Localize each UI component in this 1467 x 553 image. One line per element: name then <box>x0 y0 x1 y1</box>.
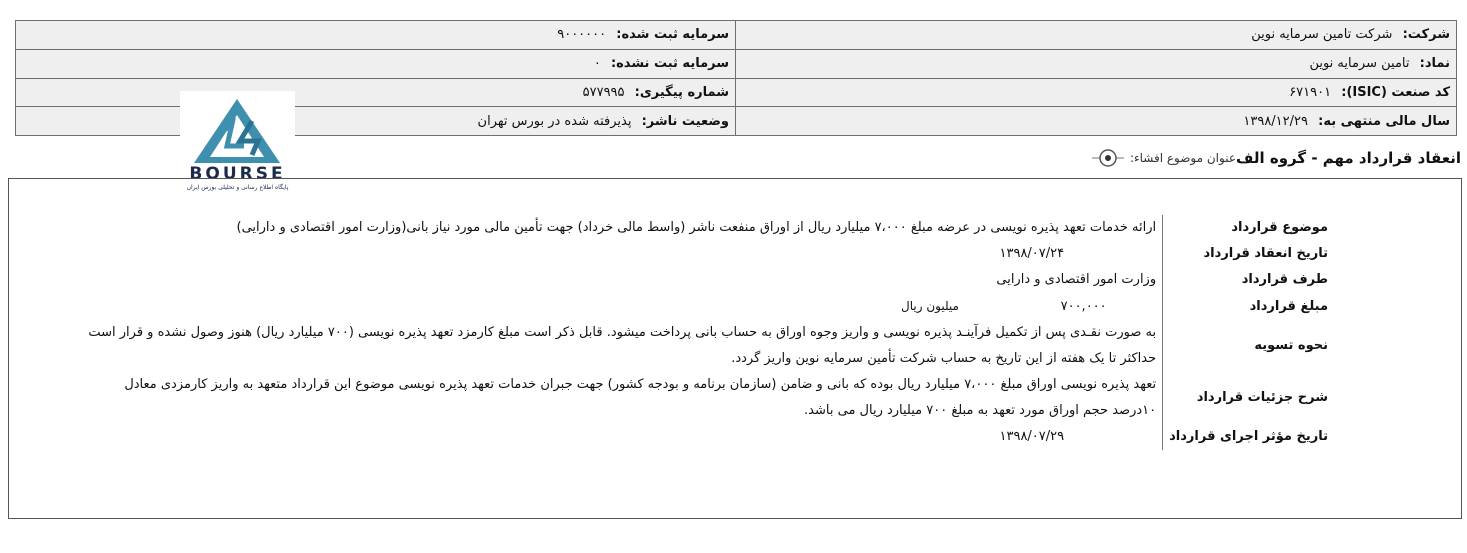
contract-settlement-label: نحوه تسویه <box>1163 320 1328 372</box>
fiscal-year-cell <box>736 107 1457 136</box>
contract-effective-date-label: تاریخ مؤثر اجرای قرارداد <box>1163 424 1328 450</box>
contract-row-party <box>86 267 1328 293</box>
contract-amount-unit: میلیون ریال <box>901 299 959 313</box>
symbol-value: تامین سرمایه نوین <box>1309 56 1410 72</box>
unregistered-capital-cell <box>16 49 736 78</box>
unregistered-capital-label: سرمایه ثبت نشده: <box>610 56 729 72</box>
contract-effective-date-value: ۱۳۹۸/۰۷/۲۹ <box>999 429 1065 444</box>
company-cell <box>736 21 1457 50</box>
disclosure-subject <box>1086 146 1461 170</box>
registered-capital-value: ۹۰۰۰۰۰۰ <box>557 27 607 43</box>
contract-party-label: طرف قرارداد <box>1163 267 1328 293</box>
info-row-symbol <box>16 49 1457 78</box>
symbol-cell <box>736 49 1457 78</box>
contract-amount-cell <box>86 293 1163 320</box>
tracking-label: شماره پیگیری: <box>634 84 729 100</box>
contract-subject-value: ارائه خدمات تعهد پذیره نویسی در عرضه مبلغ ۷،۰۰۰ میلیارد ریال از اوراق منفعت ناشر (واسط مالی خرداد) جهت تأمین مالی مورد نیاز بانی(وزارت امور اقتصادی و دارایی) <box>236 220 1157 235</box>
isic-value: ۶۷۱۹۰۱ <box>1289 84 1332 100</box>
isic-cell <box>736 78 1457 107</box>
bourse-logo-mark <box>180 91 295 166</box>
contract-date-value: ۱۳۹۸/۰۷/۲۴ <box>999 246 1065 261</box>
publisher-status-value: پذیرفته شده در بورس تهران <box>477 113 632 129</box>
contract-party-value: وزارت امور اقتصادی و دارایی <box>996 272 1157 287</box>
logo-word: BOURSE <box>189 164 286 184</box>
contract-row-effective-date <box>86 424 1328 450</box>
unregistered-capital-value: ۰ <box>593 56 601 72</box>
publisher-status-cell <box>16 107 736 136</box>
subject-title: انعقاد قرارداد مهم - گروه الف <box>1236 149 1461 167</box>
isic-label: کد صنعت (ISIC): <box>1341 84 1450 100</box>
publisher-status-label: وضعیت ناشر: <box>641 113 729 129</box>
subject-label: عنوان موضوع افشاء: <box>1129 151 1236 165</box>
contract-subject-label: موضوع قرارداد <box>1163 215 1328 241</box>
fiscal-year-label: سال مالی منتهی به: <box>1318 113 1450 129</box>
target-icon <box>1092 146 1124 170</box>
contract-effective-date-cell <box>86 424 1163 450</box>
contract-row-date <box>86 241 1328 267</box>
contract-details-label: شرح جزئیات قرارداد <box>1163 372 1328 424</box>
fiscal-year-value: ۱۳۹۸/۱۲/۲۹ <box>1243 113 1308 129</box>
contract-details-table <box>86 215 1328 450</box>
tracking-value: ۵۷۷۹۹۵ <box>582 84 625 100</box>
registered-capital-label: سرمایه ثبت شده: <box>616 27 729 43</box>
contract-details-box <box>8 178 1462 519</box>
contract-details-value: تعهد پذیره نویسی اوراق مبلغ ۷،۰۰۰ میلیارد ریال بوده که بانی و ضامن (سازمان برنامه و بودجه کشور) جهت جبران خدمات تعهد پذیره نویسی موضوع این قرارداد متعهد به واریز کارمزدی معادل ۱۰درصد حجم اوراق مورد تعهد به مبلغ ۷۰۰ میلیارد ریال می باشد. <box>124 377 1157 418</box>
contract-row-details <box>86 372 1328 424</box>
contract-settlement-value: به صورت نقـدی پس از تکمیل فرآینـد پذیره نویسی و واریز وجوه اوراق به حساب بانی پرداخت میشود. قابل ذکر است مبلغ کارمزد تعهد پذیره نویسی (۷۰۰ میلیارد ریال) هنوز وصول نشده و قرار است حداکثر تا یک هفته از این تاریخ به حساب شرکت تأمین سرمایه نوین واریز گردد. <box>88 325 1157 366</box>
company-value: شرکت تامین سرمایه نوین <box>1251 27 1393 43</box>
company-label: شرکت: <box>1402 27 1450 43</box>
contract-date-label: تاریخ انعقاد قرارداد <box>1163 241 1328 267</box>
contract-amount-value: ۷۰۰,۰۰۰ <box>1060 299 1107 314</box>
registered-capital-cell <box>16 21 736 50</box>
contract-row-subject <box>86 215 1328 241</box>
contract-amount-label: مبلغ قرارداد <box>1163 293 1328 320</box>
info-row-company <box>16 21 1457 50</box>
symbol-label: نماد: <box>1419 56 1450 72</box>
contract-row-amount <box>86 293 1328 320</box>
tracking-cell <box>16 78 736 107</box>
logo-subtitle: پایگاه اطلاع رسانی و تحلیلی بورس ایران <box>186 184 289 191</box>
contract-row-settlement <box>86 320 1328 372</box>
contract-date-cell <box>86 241 1163 267</box>
